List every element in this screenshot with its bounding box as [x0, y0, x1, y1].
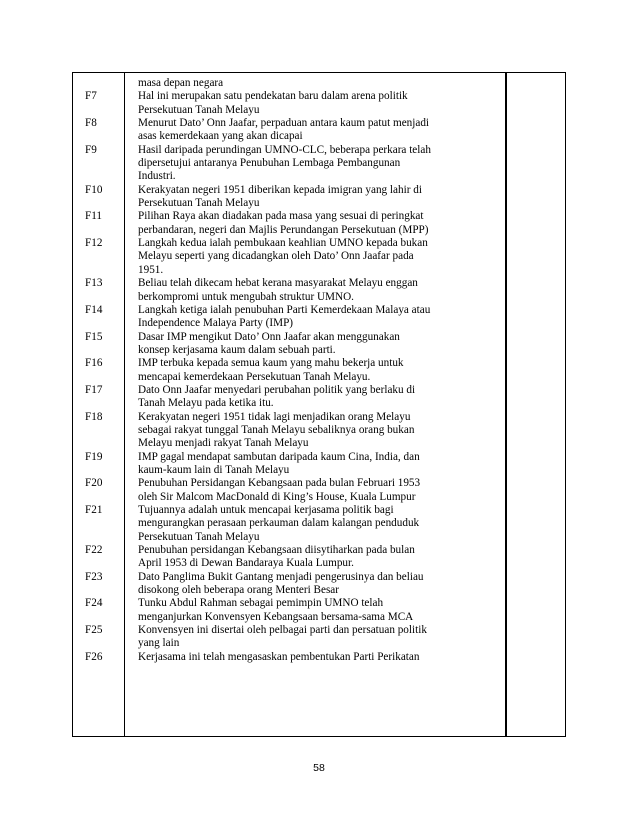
row-text [124, 304, 505, 331]
table-row [73, 184, 505, 211]
row-text-line: yang lain [138, 637, 180, 650]
row-text-line: Penubuhan Persidangan Kebangsaan pada bulan Februari 1953 [138, 477, 421, 490]
table-row [73, 304, 505, 331]
row-text-line: Tunku Abdul Rahman sebagai pemimpin UMNO telah [138, 597, 384, 610]
row-text-line: kaum-kaum lain di Tanah Melayu [138, 463, 290, 476]
row-text [124, 477, 505, 504]
row-text-line: Penubuhan persidangan Kebangsaan diisytiharkan pada bulan [138, 544, 415, 557]
row-code: F17 [85, 383, 103, 396]
table-row [73, 210, 505, 237]
row-text-line: oleh Sir Malcom MacDonald di King’s House, Kuala Lumpur [138, 490, 416, 503]
table-row [73, 331, 505, 358]
row-text-line: menganjurkan Konvensyen Kebangsaan bersama-sama MCA [138, 610, 414, 623]
table-row [73, 90, 505, 117]
row-text [124, 411, 505, 451]
table-row [73, 504, 505, 544]
row-code: F8 [85, 117, 97, 130]
row-text [124, 451, 505, 478]
row-text [124, 331, 505, 358]
table-row [73, 277, 505, 304]
row-code: F10 [85, 183, 103, 196]
table-row [73, 571, 505, 598]
row-text-line: Melayu seperti yang dicadangkan oleh Dato’ Onn Jaafar pada [138, 250, 414, 263]
row-text-line: Independence Malaya Party (IMP) [138, 317, 294, 330]
row-text-line: mengurangkan perasaan perkauman dalam kalangan penduduk [138, 517, 420, 530]
row-text-line: Tanah Melayu pada ketika itu. [138, 397, 274, 410]
row-code: F20 [85, 477, 103, 490]
table-row [73, 117, 505, 144]
table-row [73, 624, 505, 651]
row-text-line: 1951. [138, 263, 164, 276]
row-text [124, 237, 505, 277]
row-text-line: Persekutuan Tanah Melayu [138, 530, 260, 543]
row-text-line: Langkah ketiga ialah penubuhan Parti Kemerdekaan Malaya atau [138, 303, 431, 316]
row-text-line: Persekutuan Tanah Melayu [138, 197, 260, 210]
row-code: F13 [85, 277, 103, 290]
table-row [73, 544, 505, 571]
page-number: 58 [313, 762, 325, 774]
row-code: F18 [85, 410, 103, 423]
row-text-line: dipersetujui antaranya Penubuhan Lembaga Pembangunan [138, 157, 401, 170]
row-code: F26 [85, 650, 103, 663]
row-text-line: Dato Panglima Bukit Gantang menjadi pengerusinya dan beliau [138, 570, 424, 583]
row-text [124, 77, 505, 90]
row-text-line: Melayu menjadi rakyat Tanah Melayu [138, 437, 309, 450]
row-text-line: Menurut Dato’ Onn Jaafar, perpaduan antara kaum patut menjadi [138, 117, 430, 130]
row-text-line: IMP gagal mendapat sambutan daripada kaum Cina, India, dan [138, 450, 420, 463]
row-code [73, 77, 124, 90]
table-row [73, 411, 505, 451]
table-row [73, 451, 505, 478]
row-text [124, 651, 505, 664]
row-text [124, 277, 505, 304]
row-text-line: April 1953 di Dewan Bandaraya Kuala Lumpur. [138, 557, 354, 570]
table-row [73, 237, 505, 277]
row-text-line: mencapai kemerdekaan Persekutuan Tanah Melayu. [138, 370, 371, 383]
row-code: F24 [85, 597, 103, 610]
content-table [72, 72, 566, 737]
table-row [73, 77, 505, 90]
row-text-line: sebagai rakyat tunggal Tanah Melayu sebaliknya orang bukan [138, 423, 415, 436]
row-code: F16 [85, 357, 103, 370]
table-row [73, 357, 505, 384]
row-text-line: Beliau telah dikecam hebat kerana masyarakat Melayu enggan [138, 277, 418, 290]
row-text-line: Industri. [138, 170, 176, 183]
row-text [124, 571, 505, 598]
row-code: F22 [85, 544, 103, 557]
row-text-line: Kerakyatan negeri 1951 tidak lagi menjadikan orang Melayu [138, 410, 411, 423]
row-text-line: Kerjasama ini telah mengasaskan pembentukan Parti Perikatan [138, 650, 420, 663]
row-code: F25 [85, 624, 103, 637]
row-code: F14 [85, 303, 103, 316]
row-text-line: konsep kerjasama kaum dalam sebuah parti. [138, 343, 336, 356]
row-code: F12 [85, 237, 103, 250]
row-text [124, 210, 505, 237]
row-code: F11 [85, 210, 102, 223]
row-text-line: berkompromi untuk mengubah struktur UMNO. [138, 290, 354, 303]
row-text [124, 90, 505, 117]
table-row [73, 477, 505, 504]
row-text-line: Dasar IMP mengikut Dato’ Onn Jaafar akan menggunakan [138, 330, 400, 343]
row-text-line: Persekutuan Tanah Melayu [138, 103, 260, 116]
row-code: F15 [85, 330, 103, 343]
row-text-line: Konvensyen ini disertai oleh pelbagai parti dan persatuan politik [138, 624, 427, 637]
table-row [73, 144, 505, 184]
row-code: F21 [85, 504, 103, 516]
row-text [124, 624, 505, 651]
row-text [124, 357, 505, 384]
row-text-line: perbandaran, negeri dan Majlis Perundangan Persekutuan (MPP) [138, 223, 429, 236]
row-text-line: Hasil daripada perundingan UMNO-CLC, beberapa perkara telah [138, 143, 431, 156]
table-body [73, 77, 505, 664]
row-text-line: IMP terbuka kepada semua kaum yang mahu bekerja untuk [138, 357, 404, 370]
row-text [124, 144, 505, 184]
row-code: F19 [85, 450, 103, 463]
row-text-line: masa depan negara [138, 77, 224, 89]
row-code: F9 [85, 143, 97, 156]
row-text-line: Langkah kedua ialah pembukaan keahlian UMNO kepada bukan [138, 237, 428, 250]
row-text-line: Kerakyatan negeri 1951 diberikan kepada imigran yang lahir di [138, 183, 422, 196]
row-text-line: Pilihan Raya akan diadakan pada masa yang sesuai di peringkat [138, 210, 424, 223]
row-text [124, 597, 505, 624]
row-text-line: asas kemerdekaan yang akan dicapai [138, 130, 303, 143]
row-code: F23 [85, 570, 103, 583]
row-text [124, 184, 505, 211]
row-text [124, 117, 505, 144]
table-row [73, 651, 505, 664]
row-text [124, 544, 505, 571]
column-divider-double [506, 73, 507, 736]
row-text [124, 384, 505, 411]
table-row [73, 597, 505, 624]
row-text [124, 504, 505, 544]
row-code: F7 [85, 90, 97, 103]
row-text-line: Dato Onn Jaafar menyedari perubahan politik yang berlaku di [138, 383, 416, 396]
row-text-line: disokong oleh beberapa orang Menteri Besar [138, 584, 339, 597]
table-row [73, 384, 505, 411]
row-text-line: Tujuannya adalah untuk mencapai kerjasama politik bagi [138, 504, 394, 516]
row-text-line: Hal ini merupakan satu pendekatan baru dalam arena politik [138, 90, 408, 103]
